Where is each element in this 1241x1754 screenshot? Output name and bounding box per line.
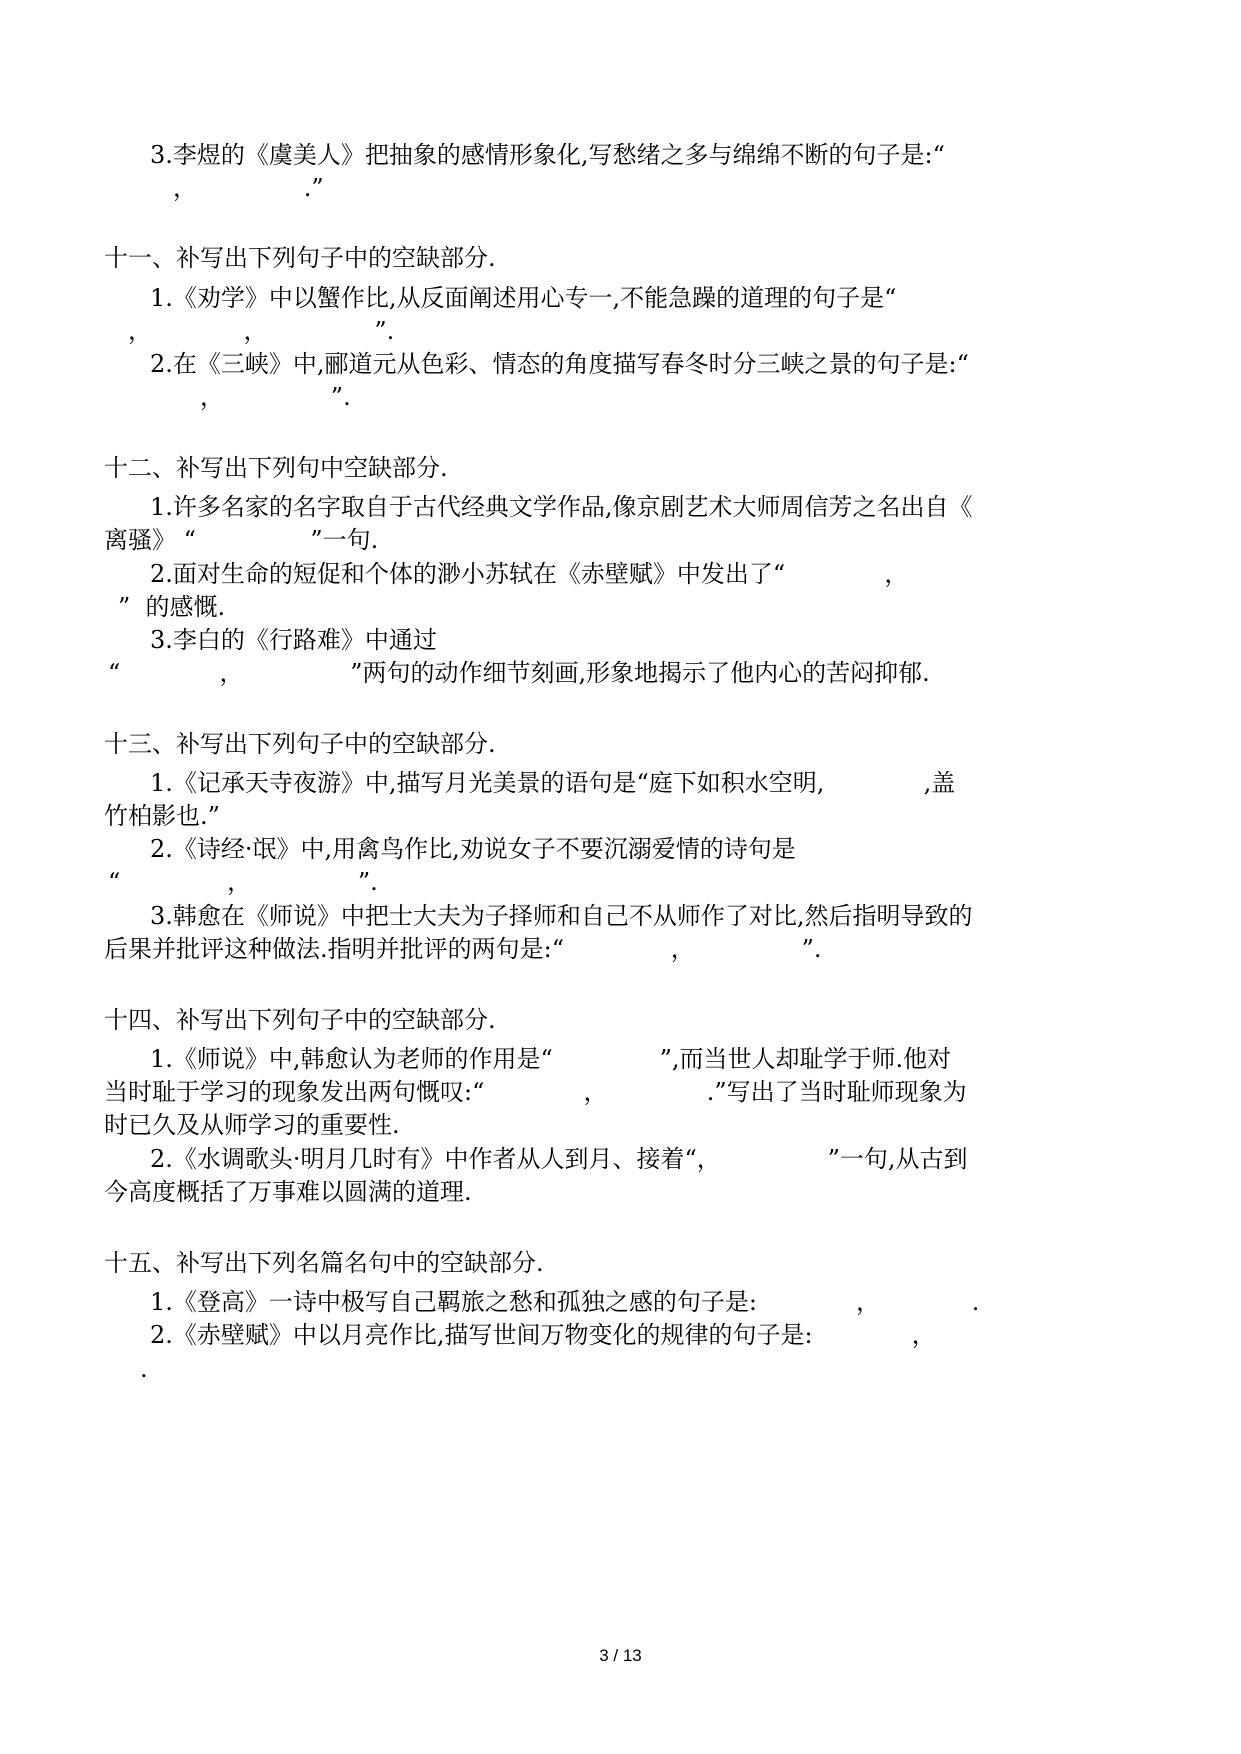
section-12-q2-line-2: ” 的感慨.: [118, 593, 226, 621]
section-13-q2-line-2: “ ， ”.: [108, 868, 378, 896]
section-12-q2-line-1: 2.面对生命的短促和个体的渺小苏轼在《赤壁赋》中发出了“ ，: [150, 560, 909, 588]
question-3-line-2: ， .”: [173, 174, 324, 202]
page-number: 3 / 13: [599, 1646, 642, 1665]
section-11-q1-line-2: ， ， ”.: [128, 317, 395, 345]
section-12-q3-line-2: “ ， ”两句的动作细节刻画,形象地揭示了他内心的苦闷抑郁.: [108, 659, 930, 687]
section-14-q1-line-3: 时已久及从师学习的重要性.: [104, 1111, 400, 1139]
question-3-line-1: 3.李煜的《虞美人》把抽象的感情形象化,写愁绪之多与绵绵不断的句子是:“: [150, 141, 945, 169]
section-15-q2-line-2: .: [140, 1355, 148, 1383]
section-15-q1-line-1: 1.《登高》一诗中极写自己羁旅之愁和孤独之感的句子是: ， .: [150, 1288, 980, 1316]
section-11-q2-line-2: ， ”.: [200, 383, 351, 411]
section-12-q1-line-2: 离骚》 “ ”一句.: [104, 526, 379, 554]
section-11-heading: 十一、补写出下列句子中的空缺部分.: [104, 244, 496, 272]
section-13-q1-line-2: 竹柏影也.”: [104, 802, 220, 830]
section-13-q3-line-1: 3.韩愈在《师说》中把士大夫为子择师和自己不从师作了对比,然后指明导致的: [150, 902, 973, 930]
section-13-q3-line-2: 后果并批评这种做法.指明并批评的两句是:“ ， ”.: [104, 935, 822, 963]
section-14-q1-line-1: 1.《师说》中,韩愈认为老师的作用是“ ”,而当世人却耻学于师.他对: [150, 1045, 952, 1073]
section-13-heading: 十三、补写出下列句子中的空缺部分.: [104, 730, 496, 758]
section-11-q1-line-1: 1.《劝学》中以蟹作比,从反面阐述用心专一,不能急躁的道理的句子是“: [150, 284, 897, 312]
section-12-q1-line-1: 1.许多名家的名字取自于古代经典文学作品,像京剧艺术大师周信芳之名出自《: [150, 493, 973, 521]
section-12-q3-line-1: 3.李白的《行路难》中通过: [150, 626, 437, 654]
section-14-q2-line-1: 2.《水调歌头·明月几时有》中作者从人到月、接着“， ”一句,从古到: [150, 1145, 968, 1173]
section-14-q1-line-2: 当时耻于学习的现象发出两句慨叹:“ ， .”写出了当时耻师现象为: [104, 1078, 967, 1106]
section-13-q1-line-1: 1.《记承天寺夜游》中,描写月光美景的语句是“庭下如积水空明, ,盖: [150, 769, 956, 797]
section-11-q2-line-1: 2.在《三峡》中,郦道元从色彩、情态的角度描写春冬时分三峡之景的句子是:“: [150, 350, 969, 378]
section-15-q2-line-1: 2.《赤壁赋》中以月亮作比,描写世间万物变化的规律的句子是: ，: [150, 1321, 936, 1349]
section-13-q2-line-1: 2.《诗经·氓》中,用禽鸟作比,劝说女子不要沉溺爱情的诗句是: [150, 835, 796, 863]
section-15-heading: 十五、补写出下列名篇名句中的空缺部分.: [104, 1249, 544, 1277]
section-14-q2-line-2: 今高度概括了万事难以圆满的道理.: [104, 1178, 472, 1206]
section-12-heading: 十二、补写出下列句中空缺部分.: [104, 454, 448, 482]
section-14-heading: 十四、补写出下列句子中的空缺部分.: [104, 1006, 496, 1034]
